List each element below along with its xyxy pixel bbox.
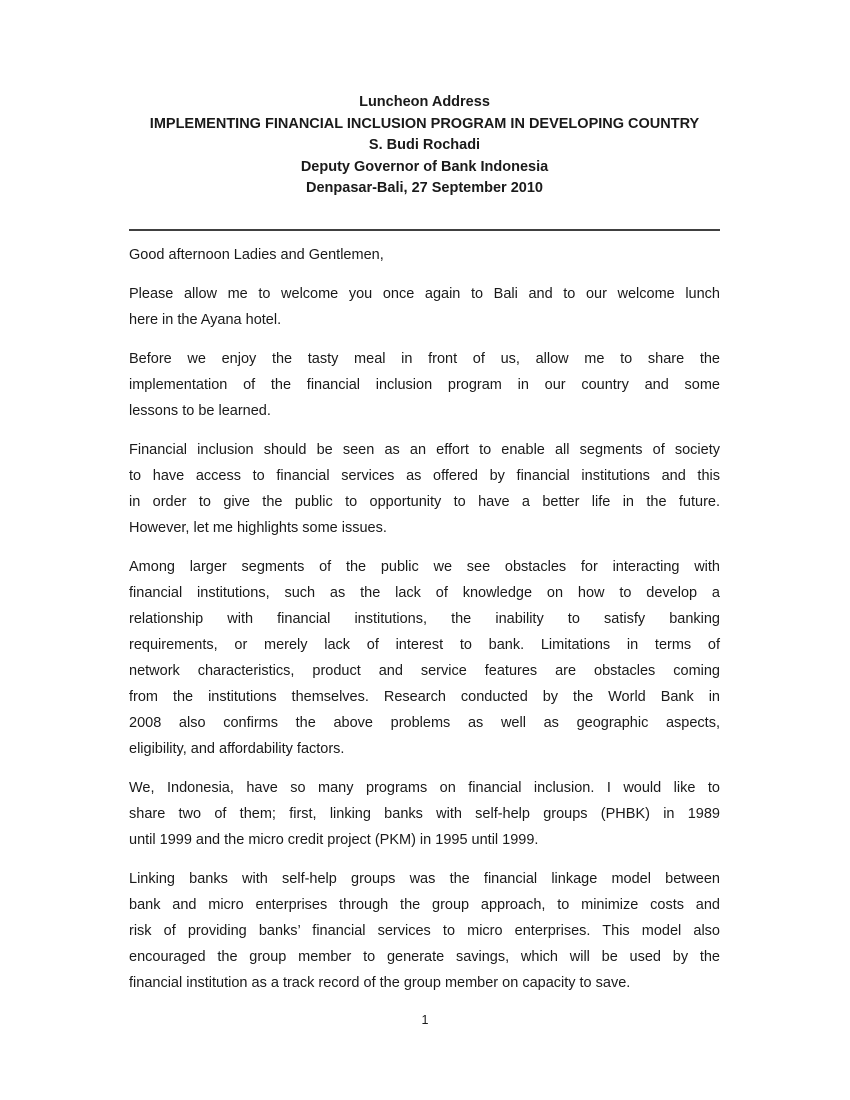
paragraph-3-line-2: implementation of the financial inclusion program in our country and some	[129, 376, 720, 393]
paragraph-2-line-1: Please allow me to welcome you once again to Bali and to our welcome lunch	[129, 285, 720, 302]
paragraph-4	[129, 437, 720, 541]
paragraph-5-line-8: eligibility, and affordability factors.	[129, 740, 345, 757]
paragraph-5-line-1: Among larger segments of the public we see obstacles for interacting with	[129, 558, 720, 575]
paragraph-5-line-3: relationship with financial institutions, the inability to satisfy banking	[129, 610, 720, 627]
paragraph-6-line-2: share two of them; first, linking banks with self-help groups (PHBK) in 1989	[129, 805, 720, 822]
paragraph-5-line-4: requirements, or merely lack of interest to bank. Limitations in terms of	[129, 636, 720, 653]
paragraph-3-line-3: lessons to be learned.	[129, 402, 271, 419]
title-line-3: S. Budi Rochadi	[368, 137, 481, 153]
paragraph-4-line-4: However, let me highlights some issues.	[129, 519, 387, 536]
paragraph-6-line-3: until 1999 and the micro credit project (PKM) in 1995 until 1999.	[129, 831, 539, 848]
paragraph-3-line-1: Before we enjoy the tasty meal in front of us, allow me to share the	[129, 350, 720, 367]
paragraph-7-line-2: bank and micro enterprises through the group approach, to minimize costs and	[129, 896, 720, 913]
paragraph-1-line-1: Good afternoon Ladies and Gentlemen,	[129, 246, 384, 263]
document-title-block	[64, 92, 785, 200]
title-line-4: Deputy Governor of Bank Indonesia	[300, 158, 549, 175]
paragraph-3	[129, 346, 720, 424]
paragraph-6-line-1: We, Indonesia, have so many programs on financial inclusion. I would like to	[129, 779, 720, 796]
title-line-5: Denpasar-Bali, 27 September 2010	[306, 180, 543, 196]
document-body	[129, 242, 720, 996]
paragraph-7-line-1: Linking banks with self-help groups was the financial linkage model between	[129, 870, 720, 887]
paragraph-5-line-2: financial institutions, such as the lack of knowledge on how to develop a	[129, 584, 720, 601]
title-line-1: Luncheon Address	[359, 94, 490, 110]
paragraph-5-line-7: 2008 also confirms the above problems as well as geographic aspects,	[129, 714, 720, 731]
paragraph-2-line-2: here in the Ayana hotel.	[129, 311, 282, 328]
paragraph-5-line-5: network characteristics, product and service features are obstacles coming	[129, 662, 720, 679]
paragraph-7-line-3: risk of providing banks’ financial services to micro enterprises. This model also	[129, 922, 720, 939]
paragraph-4-line-2: to have access to financial services as offered by financial institutions and this	[129, 467, 720, 484]
paragraph-1	[129, 242, 720, 268]
paragraph-7	[129, 866, 720, 996]
page-number: 1	[421, 1013, 429, 1027]
header-divider	[129, 229, 720, 231]
title-line-2: IMPLEMENTING FINANCIAL INCLUSION PROGRAM IN DEVELOPING COUNTRY	[149, 115, 700, 132]
paragraph-4-line-3: in order to give the public to opportunity to have a better life in the future.	[129, 493, 720, 510]
paragraph-7-line-5: financial institution as a track record of the group member on capacity to save.	[129, 974, 631, 991]
content-column	[129, 0, 720, 1009]
paragraph-4-line-1: Financial inclusion should be seen as an effort to enable all segments of society	[129, 441, 720, 458]
paragraph-6	[129, 775, 720, 853]
paragraph-5-line-6: from the institutions themselves. Research conducted by the World Bank in	[129, 688, 720, 705]
paragraph-7-line-4: encouraged the group member to generate savings, which will be used by the	[129, 948, 720, 965]
paragraph-5	[129, 554, 720, 762]
paragraph-2	[129, 281, 720, 333]
